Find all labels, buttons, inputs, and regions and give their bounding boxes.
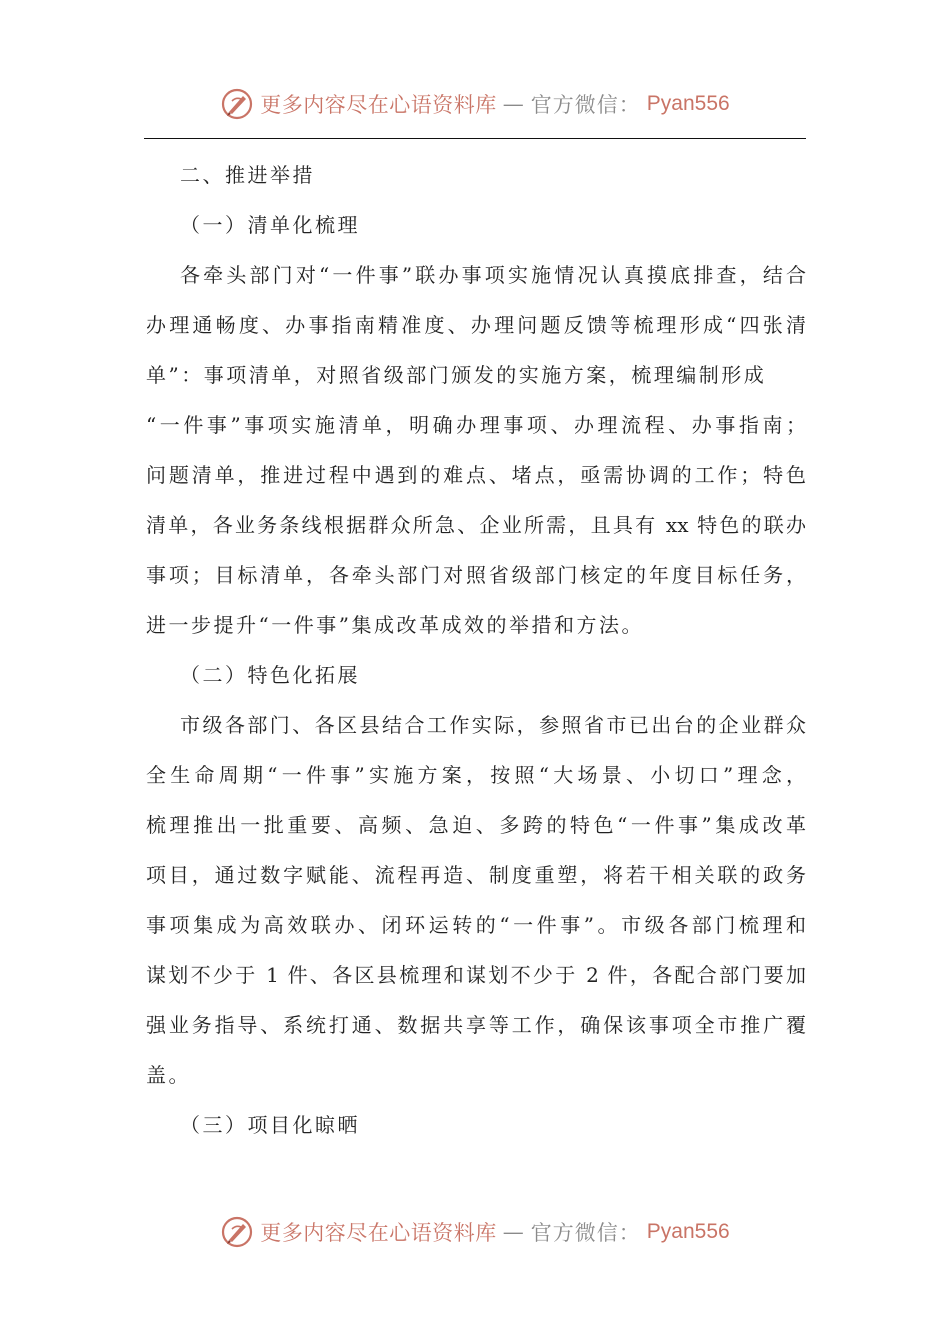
document-body [146,150,806,1150]
banner-slogan: 更多内容尽在心语资料库 [260,93,497,117]
banner-wechat-id: Pyan556 [646,92,730,115]
paragraph-line: 事项；目标清单，各牵头部门对照省级部门核定的年度目标任务， [146,563,806,587]
paragraph-line: 清单，各业务条线根据群众所急、企业所需，且具有 xx 特色的联办 [146,513,806,537]
paragraph-line: 事项集成为高效联办、闭环运转的“一件事”。市级各部门梳理和 [146,913,806,937]
paragraph-line: 盖。 [146,1063,191,1087]
subheading: （三）项目化晾晒 [180,1113,360,1137]
pen-logo-icon [220,87,254,121]
footer-banner [0,1212,950,1252]
header-divider [144,138,806,139]
subheading: （一）清单化梳理 [180,213,360,237]
paragraph-line: 单”：事项清单，对照省级部门颁发的实施方案，梳理编制形成 [146,363,767,387]
paragraph-line: 强业务指导、系统打通、数据共享等工作，确保该事项全市推广覆 [146,1013,806,1037]
paragraph-line: 市级各部门、各区县结合工作实际，参照省市已出台的企业群众 [180,713,806,737]
paragraph-line: 全生命周期“一件事”实施方案，按照“大场景、小切口”理念， [146,763,806,787]
paragraph-line: 项目，通过数字赋能、流程再造、制度重塑，将若干相关联的政务 [146,863,806,887]
subheading: （二）特色化拓展 [180,663,360,687]
paragraph-line: 各牵头部门对“一件事”联办事项实施情况认真摸底排查，结合 [180,263,806,287]
banner-slogan: 更多内容尽在心语资料库 [260,1221,497,1245]
banner-wechat-label: 官方微信： [530,1221,641,1245]
banner-separator: — [502,1220,525,1244]
banner-wechat-id: Pyan556 [646,1220,730,1243]
paragraph-line: 进一步提升“一件事”集成改革成效的举措和方法。 [146,613,644,637]
paragraph-line: 梳理推出一批重要、高频、急迫、多跨的特色“一件事”集成改革 [146,813,806,837]
banner-separator: — [502,92,525,116]
header-banner [0,84,950,124]
section-heading: 二、推进举措 [180,163,315,187]
paragraph-line: 问题清单，推进过程中遇到的难点、堵点，亟需协调的工作；特色 [146,463,806,487]
banner-wechat-label: 官方微信： [530,93,641,117]
paragraph-line: 办理通畅度、办事指南精准度、办理问题反馈等梳理形成“四张清 [146,313,806,337]
paragraph-line: “一件事”事项实施清单，明确办理事项、办理流程、办事指南； [146,413,806,437]
paragraph-line: 谋划不少于 1 件、各区县梳理和谋划不少于 2 件，各配合部门要加 [146,963,806,987]
pen-logo-icon [220,1215,254,1249]
